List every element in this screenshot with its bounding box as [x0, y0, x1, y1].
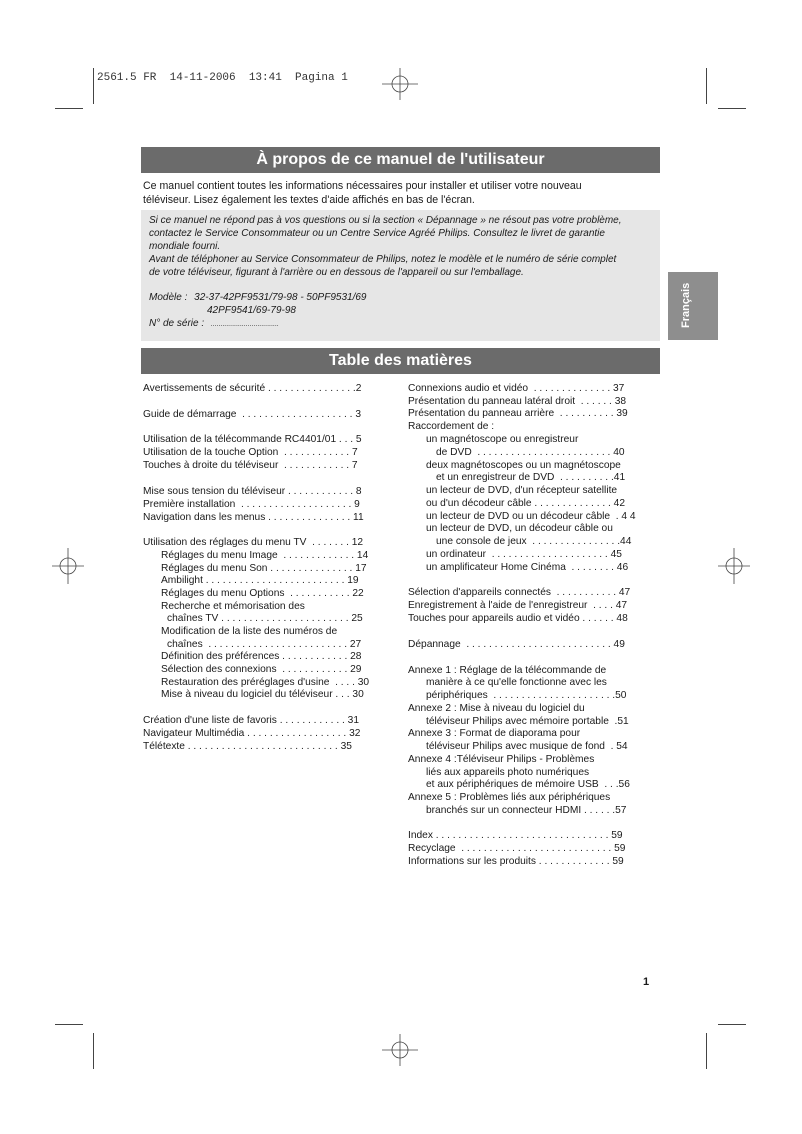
- toc-entry: Réglages du menu Son . . . . . . . . . . . . . . . 17: [161, 563, 367, 574]
- toc-entry: Télétexte . . . . . . . . . . . . . . . . . . . . . . . . . . . 35: [143, 741, 352, 752]
- toc-entry: manière à ce qu'elle fonctionne avec les: [426, 677, 607, 688]
- toc-entry: Présentation du panneau latéral droit . . . . . . 38: [408, 396, 627, 407]
- intro-text: [143, 180, 655, 207]
- toc-entry: Sélection des connexions . . . . . . . . . . . . 29: [161, 664, 362, 675]
- toc-entry: téléviseur Philips avec mémoire portable .51: [426, 716, 629, 727]
- page-number: 1: [643, 976, 650, 988]
- toc-entry: Première installation . . . . . . . . . . . . . . . . . . . . 9: [143, 499, 360, 510]
- toc-entry: Mise sous tension du téléviseur . . . . . . . . . . . . 8: [143, 486, 362, 497]
- toc-entry: Connexions audio et vidéo . . . . . . . . . . . . . . 37: [408, 383, 625, 394]
- toc-entry: Création d'une liste de favoris . . . . . . . . . . . . 31: [143, 715, 359, 726]
- toc-entry: Recherche et mémorisation des: [161, 601, 305, 612]
- note-line: Avant de téléphoner au Service Consommateur de Philips, notez le modèle et le numéro de série complet: [149, 254, 617, 265]
- registration-mark-icon: [52, 548, 84, 584]
- toc-entry: liés aux appareils photo numériques: [426, 767, 590, 778]
- toc-entry: Modification de la liste des numéros de: [161, 626, 338, 637]
- toc-entry: Annexe 4 :Téléviseur Philips - Problèmes: [408, 754, 595, 765]
- model-value-2: 42PF9541/69-79-98: [207, 305, 296, 316]
- toc-entry: Restauration des préréglages d'usine . . . . 30: [161, 677, 370, 688]
- about-title: À propos de ce manuel de l'utilisateur: [141, 147, 660, 173]
- note-line: de votre téléviseur, figurant à l'arrière ou en dessous de l'appareil ou sur l'emballage.: [149, 267, 524, 278]
- toc-entry: Annexe 5 : Problèmes liés aux périphériques: [408, 792, 611, 803]
- language-tab: [668, 272, 718, 340]
- toc-entry: Mise à niveau du logiciel du téléviseur . . . 30: [161, 689, 364, 700]
- note-line: mondiale fourni.: [149, 241, 221, 252]
- toc-entry: Définition des préférences . . . . . . . . . . . . 28: [161, 651, 362, 662]
- support-note: [149, 214, 654, 279]
- toc-entry: Index . . . . . . . . . . . . . . . . . . . . . . . . . . . . . . . 59: [408, 830, 623, 841]
- toc-entry: Sélection d'appareils connectés . . . . . . . . . . . 47: [408, 587, 631, 598]
- intro-line: téléviseur. Lisez également les textes d'aide affichés en bas de l'écran.: [143, 193, 475, 206]
- model-label: Modèle :: [149, 292, 188, 303]
- toc-entry: Annexe 3 : Format de diaporama pour: [408, 728, 581, 739]
- toc-entry: Navigateur Multimédia . . . . . . . . . . . . . . . . . . 32: [143, 728, 361, 739]
- toc-entry: Utilisation de la télécommande RC4401/01 . . . 5: [143, 434, 362, 445]
- toc-entry: un lecteur de DVD, d'un récepteur satellite: [426, 485, 618, 496]
- toc-entry: Présentation du panneau arrière . . . . . . . . . . 39: [408, 408, 628, 419]
- toc-entry: Informations sur les produits . . . . . . . . . . . . . 59: [408, 856, 624, 867]
- toc-entry: Raccordement de :: [408, 421, 495, 432]
- toc-entry: Touches pour appareils audio et vidéo . . . . . . 48: [408, 613, 628, 624]
- toc-entry: un lecteur de DVD ou un décodeur câble . 4 4: [426, 511, 636, 522]
- toc-entry: et un enregistreur de DVD . . . . . . . . . .41: [436, 472, 626, 483]
- toc-entry: Annexe 1 : Réglage de la télécommande de: [408, 665, 607, 676]
- registration-mark-icon: [382, 68, 418, 100]
- toc-entry: téléviseur Philips avec musique de fond . 54: [426, 741, 628, 752]
- toc-entry: Guide de démarrage . . . . . . . . . . . . . . . . . . . . 3: [143, 409, 361, 420]
- intro-line: Ce manuel contient toutes les informations nécessaires pour installer et utiliser votre nouveau: [143, 180, 582, 192]
- toc-entry: un amplificateur Home Cinéma . . . . . . . . 46: [426, 562, 629, 573]
- toc-entry: ou d'un décodeur câble . . . . . . . . . . . . . . 42: [426, 498, 626, 509]
- toc-entry: et aux périphériques de mémoire USB . . .56: [426, 779, 630, 790]
- serial-label: N° de série :: [149, 318, 205, 329]
- note-line: contactez le Service Consommateur ou un Centre Service Agréé Philips. Consultez le livret de garantie: [149, 228, 605, 239]
- toc-title: Table des matières: [141, 348, 660, 374]
- toc-entry: Touches à droite du téléviseur . . . . . . . . . . . . 7: [143, 460, 358, 471]
- toc-entry: Enregistrement à l'aide de l'enregistreur . . . . 47: [408, 600, 628, 611]
- toc-entry: deux magnétoscopes ou un magnétoscope: [426, 460, 621, 471]
- model-info: [149, 291, 654, 331]
- toc-entry: Réglages du menu Options . . . . . . . . . . . 22: [161, 588, 364, 599]
- toc-entry: Ambilight . . . . . . . . . . . . . . . . . . . . . . . . . 19: [161, 575, 359, 586]
- toc-entry: périphériques . . . . . . . . . . . . . . . . . . . . . .50: [426, 690, 627, 701]
- toc-entry: Réglages du menu Image . . . . . . . . . . . . . 14: [161, 550, 369, 561]
- model-value: 32-37-42PF9531/79-98 - 50PF9531/69: [194, 292, 367, 303]
- toc-entry: Utilisation des réglages du menu TV . . . . . . . 12: [143, 537, 364, 548]
- toc-entry: Annexe 2 : Mise à niveau du logiciel du: [408, 703, 585, 714]
- toc-entry: Avertissements de sécurité . . . . . . . . . . . . . . . .2: [143, 383, 362, 394]
- toc-entry: Recyclage . . . . . . . . . . . . . . . . . . . . . . . . . . . 59: [408, 843, 626, 854]
- toc-entry: un lecteur de DVD, un décodeur câble ou: [426, 523, 613, 534]
- serial-blank: ...................................: [210, 321, 279, 328]
- toc-entry: chaînes TV . . . . . . . . . . . . . . . . . . . . . . . 25: [167, 613, 363, 624]
- registration-mark-icon: [382, 1034, 418, 1066]
- language-tab-label: Français: [680, 282, 692, 328]
- toc-entry: Dépannage . . . . . . . . . . . . . . . . . . . . . . . . . . 49: [408, 639, 625, 650]
- toc-entry: une console de jeux . . . . . . . . . . . . . . . .44: [436, 536, 632, 547]
- support-note-box: [141, 210, 660, 341]
- toc-entry: Navigation dans les menus . . . . . . . . . . . . . . . 11: [143, 512, 364, 523]
- toc-entry: Utilisation de la touche Option . . . . . . . . . . . . 7: [143, 447, 358, 458]
- toc-entry: de DVD . . . . . . . . . . . . . . . . . . . . . . . . 40: [436, 447, 625, 458]
- print-slug: 2561.5 FR 14-11-2006 13:41 Pagina 1: [97, 72, 348, 84]
- toc-entry: un ordinateur . . . . . . . . . . . . . . . . . . . . . 45: [426, 549, 622, 560]
- toc-entry: chaînes . . . . . . . . . . . . . . . . . . . . . . . . . 27: [167, 639, 362, 650]
- note-line: Si ce manuel ne répond pas à vos questions ou si la section « Dépannage » ne résout pas votre problème,: [149, 215, 622, 226]
- toc-entry: branchés sur un connecteur HDMI . . . . . .57: [426, 805, 627, 816]
- toc-entry: un magnétoscope ou enregistreur: [426, 434, 579, 445]
- registration-mark-icon: [718, 548, 750, 584]
